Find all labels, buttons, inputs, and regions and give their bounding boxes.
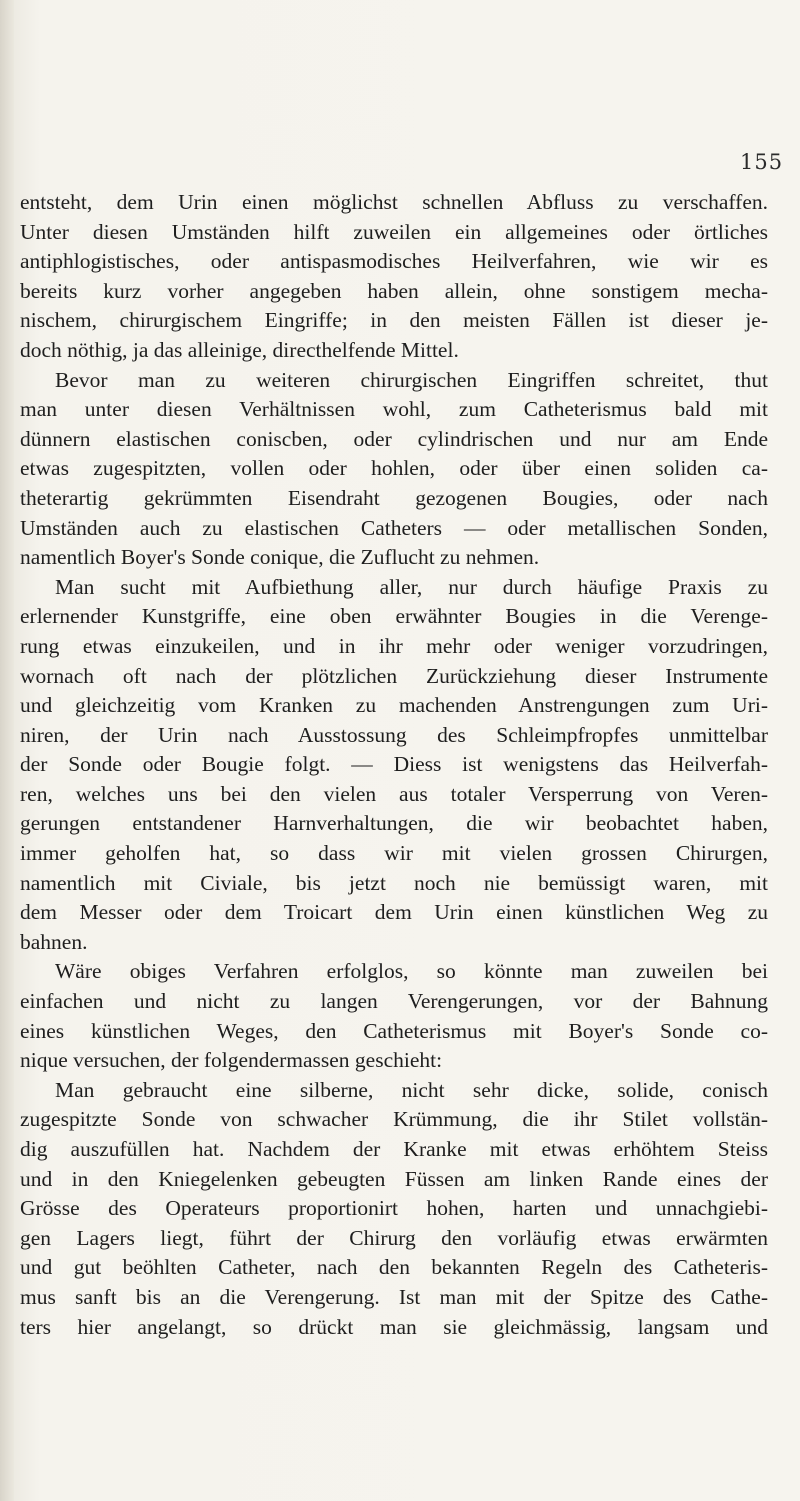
text-line: und gleichzeitig vom Kranken zu machenden Anstrengungen zum Uri- xyxy=(20,693,768,718)
text-line: ters hier angelangt, so drückt man sie gleichmässig, langsam und xyxy=(20,1314,768,1339)
text-line: Grösse des Operateurs proportionirt hohen, harten und unnachgiebi- xyxy=(20,1196,768,1221)
text-line: rung etwas einzukeilen, und in ihr mehr oder weniger vorzudringen, xyxy=(20,633,768,658)
text-line: und gut beöhlten Catheter, nach den bekannten Regeln des Catheteris- xyxy=(20,1255,768,1280)
text-line: nique versuchen, der folgendermassen geschieht: xyxy=(20,1048,443,1073)
text-line: namentlich mit Civiale, bis jetzt noch nie bemüssigt waren, mit xyxy=(20,870,768,895)
text-line: Man gebraucht eine silberne, nicht sehr dicke, solide, conisch xyxy=(55,1077,768,1102)
text-line: ren, welches uns bei den vielen aus totaler Versperrung von Veren- xyxy=(20,781,768,806)
text-line: Unter diesen Umständen hilft zuweilen ein allgemeines oder örtliches xyxy=(20,219,768,244)
text-line: Umständen auch zu elastischen Catheters — oder metallischen Sonden, xyxy=(20,515,768,540)
text-line: niren, der Urin nach Ausstossung des Schleimpfropfes unmittelbar xyxy=(20,722,768,747)
text-line: bahnen. xyxy=(20,929,88,954)
text-line: erlernender Kunstgriffe, eine oben erwähnter Bougies in die Verenge- xyxy=(20,604,768,629)
text-line: antiphlogistisches, oder antispasmodisches Heilverfahren, wie wir es xyxy=(20,249,768,274)
text-line: gerungen entstandener Harnverhaltungen, die wir beobachtet haben, xyxy=(20,811,768,836)
page-gutter xyxy=(0,0,14,1501)
text-line: bereits kurz vorher angegeben haben allein, ohne sonstigem mecha- xyxy=(20,278,768,303)
text-line: Bevor man zu weiteren chirurgischen Eingriffen schreitet, thut xyxy=(55,367,768,392)
text-line: wornach oft nach der plötzlichen Zurückziehung dieser Instrumente xyxy=(20,663,768,688)
text-line: etwas zugespitzten, vollen oder hohlen, oder über einen soliden ca- xyxy=(20,456,768,481)
body-text xyxy=(20,188,768,1342)
text-line: dem Messer oder dem Troicart dem Urin einen künstlichen Weg zu xyxy=(20,900,768,925)
text-line: theterartig gekrümmten Eisendraht gezogenen Bougies, oder nach xyxy=(20,485,768,510)
text-line: gen Lagers liegt, führt der Chirurg den vorläufig etwas erwärmten xyxy=(20,1225,768,1250)
text-line: dig auszufüllen hat. Nachdem der Kranke mit etwas erhöhtem Steiss xyxy=(20,1137,768,1161)
text-line: einfachen und nicht zu langen Verengerungen, vor der Bahnung xyxy=(20,989,768,1014)
text-line: eines künstlichen Weges, den Catheterismus mit Boyer's Sonde co- xyxy=(20,1018,768,1043)
text-line: mus sanft bis an die Verengerung. Ist man mit der Spitze des Cathe- xyxy=(20,1284,768,1309)
text-line: Man sucht mit Aufbiethung aller, nur durch häufige Praxis zu xyxy=(55,574,768,599)
text-line: doch nöthig, ja das alleinige, directhelfende Mittel. xyxy=(20,337,459,362)
text-line: namentlich Boyer's Sonde conique, die Zuflucht zu nehmen. xyxy=(20,545,540,570)
text-line: nischem, chirurgischem Eingriffe; in den meisten Fällen ist dieser je- xyxy=(20,308,768,333)
text-line: entsteht, dem Urin einen möglichst schnellen Abfluss zu verschaffen. xyxy=(20,190,768,214)
text-line: immer geholfen hat, so dass wir mit vielen grossen Chirurgen, xyxy=(20,841,768,866)
text-line: dünnern elastischen coniscben, oder cylindrischen und nur am Ende xyxy=(20,426,768,451)
text-line: und in den Kniegelenken gebeugten Füssen am linken Rande eines der xyxy=(20,1166,768,1191)
text-line: Wäre obiges Verfahren erfolglos, so könnte man zuweilen bei xyxy=(55,959,768,984)
text-line: der Sonde oder Bougie folgt. — Diess ist wenigstens das Heilverfah- xyxy=(20,752,768,777)
page-number: 155 xyxy=(740,150,784,174)
text-line: zugespitzte Sonde von schwacher Krümmung, die ihr Stilet vollstän- xyxy=(20,1107,768,1132)
text-line: man unter diesen Verhältnissen wohl, zum Catheterismus bald mit xyxy=(20,397,768,422)
